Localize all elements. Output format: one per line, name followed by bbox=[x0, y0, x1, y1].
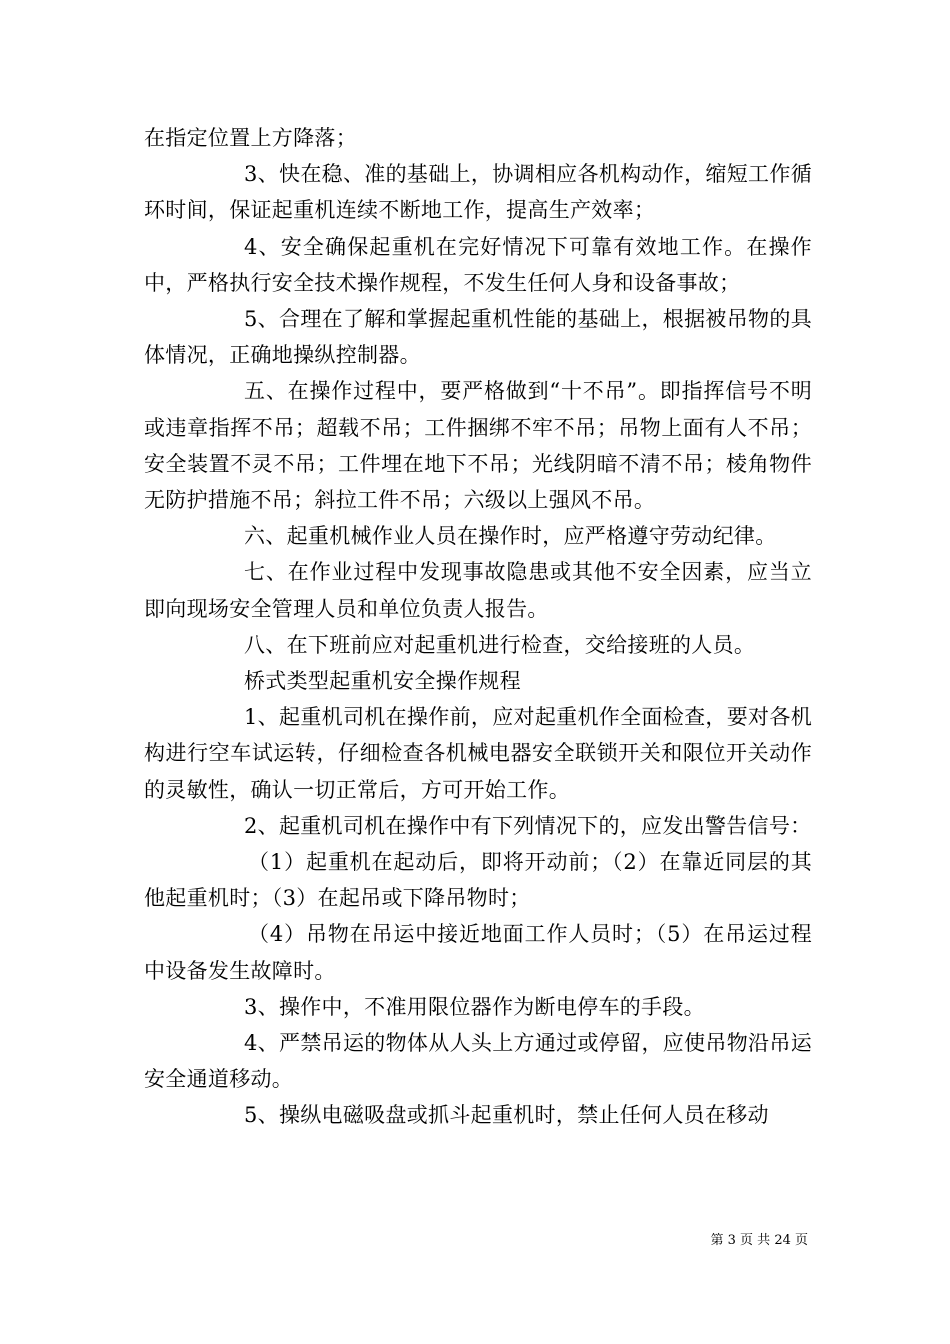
paragraph-item-3: 3、快在稳、准的基础上，协调相应各机构动作，缩短工作循环时间，保证起重机连续不断地工作，提高生产效率； bbox=[144, 162, 812, 223]
paragraph-section-6: 六、起重机械作业人员在操作时，应严格遵守劳动纪律。 bbox=[244, 524, 777, 549]
paragraph-continuation: 在指定位置上方降落； bbox=[144, 126, 357, 150]
paragraph-rule-4: 4、严禁吊运的物体从人头上方通过或停留，应使吊物沿吊运安全通道移动。 bbox=[144, 1031, 812, 1092]
paragraph-section-8: 八、在下班前应对起重机进行检查，交给接班的人员。 bbox=[244, 632, 756, 657]
paragraph-section-7: 七、在作业过程中发现事故隐患或其他不安全因素，应当立即向现场安全管理人员和单位负责人报告。 bbox=[144, 560, 812, 621]
paragraph-section-5: 五、在操作过程中，要严格做到“十不吊”。即指挥信号不明或违章指挥不吊；超载不吊；工件捆绑不牢不吊；吊物上面有人不吊；安全装置不灵不吊；工件埋在地下不吊；光线阴暗不清不吊；棱角物件无防护措施不吊；斜拉工件不吊；六级以上强风不吊。 bbox=[144, 379, 812, 513]
paragraph-item-5: 5、合理在了解和掌握起重机性能的基础上，根据被吊物的具体情况，正确地操纵控制器。 bbox=[144, 307, 812, 368]
paragraph-subitems-4-5: （4）吊物在吊运中接近地面工作人员时；（5）在吊运过程中设备发生故障时。 bbox=[144, 922, 812, 983]
paragraph-rule-1: 1、起重机司机在操作前，应对起重机作全面检查，要对各机构进行空车试运转，仔细检查各机械电器安全联锁开关和限位开关动作的灵敏性，确认一切正常后，方可开始工作。 bbox=[144, 705, 812, 802]
paragraph-item-4: 4、安全确保起重机在完好情况下可靠有效地工作。在操作中，严格执行安全技术操作规程，不发生任何人身和设备事故； bbox=[144, 234, 812, 295]
document-body bbox=[144, 120, 812, 1134]
page-number-footer: 第 3 页 共 24 页 bbox=[710, 1233, 808, 1248]
section-heading: 桥式类型起重机安全操作规程 bbox=[244, 669, 521, 694]
paragraph-subitems-1-3: （1）起重机在起动后，即将开动前；（2）在靠近同层的其他起重机时；（3）在起吊或下降吊物时； bbox=[144, 850, 812, 911]
paragraph-rule-2: 2、起重机司机在操作中有下列情况下的，应发出警告信号： bbox=[244, 813, 812, 838]
paragraph-rule-3: 3、操作中，不准用限位器作为断电停车的手段。 bbox=[244, 994, 705, 1019]
paragraph-rule-5: 5、操纵电磁吸盘或抓斗起重机时，禁止任何人员在移动 bbox=[244, 1103, 769, 1128]
